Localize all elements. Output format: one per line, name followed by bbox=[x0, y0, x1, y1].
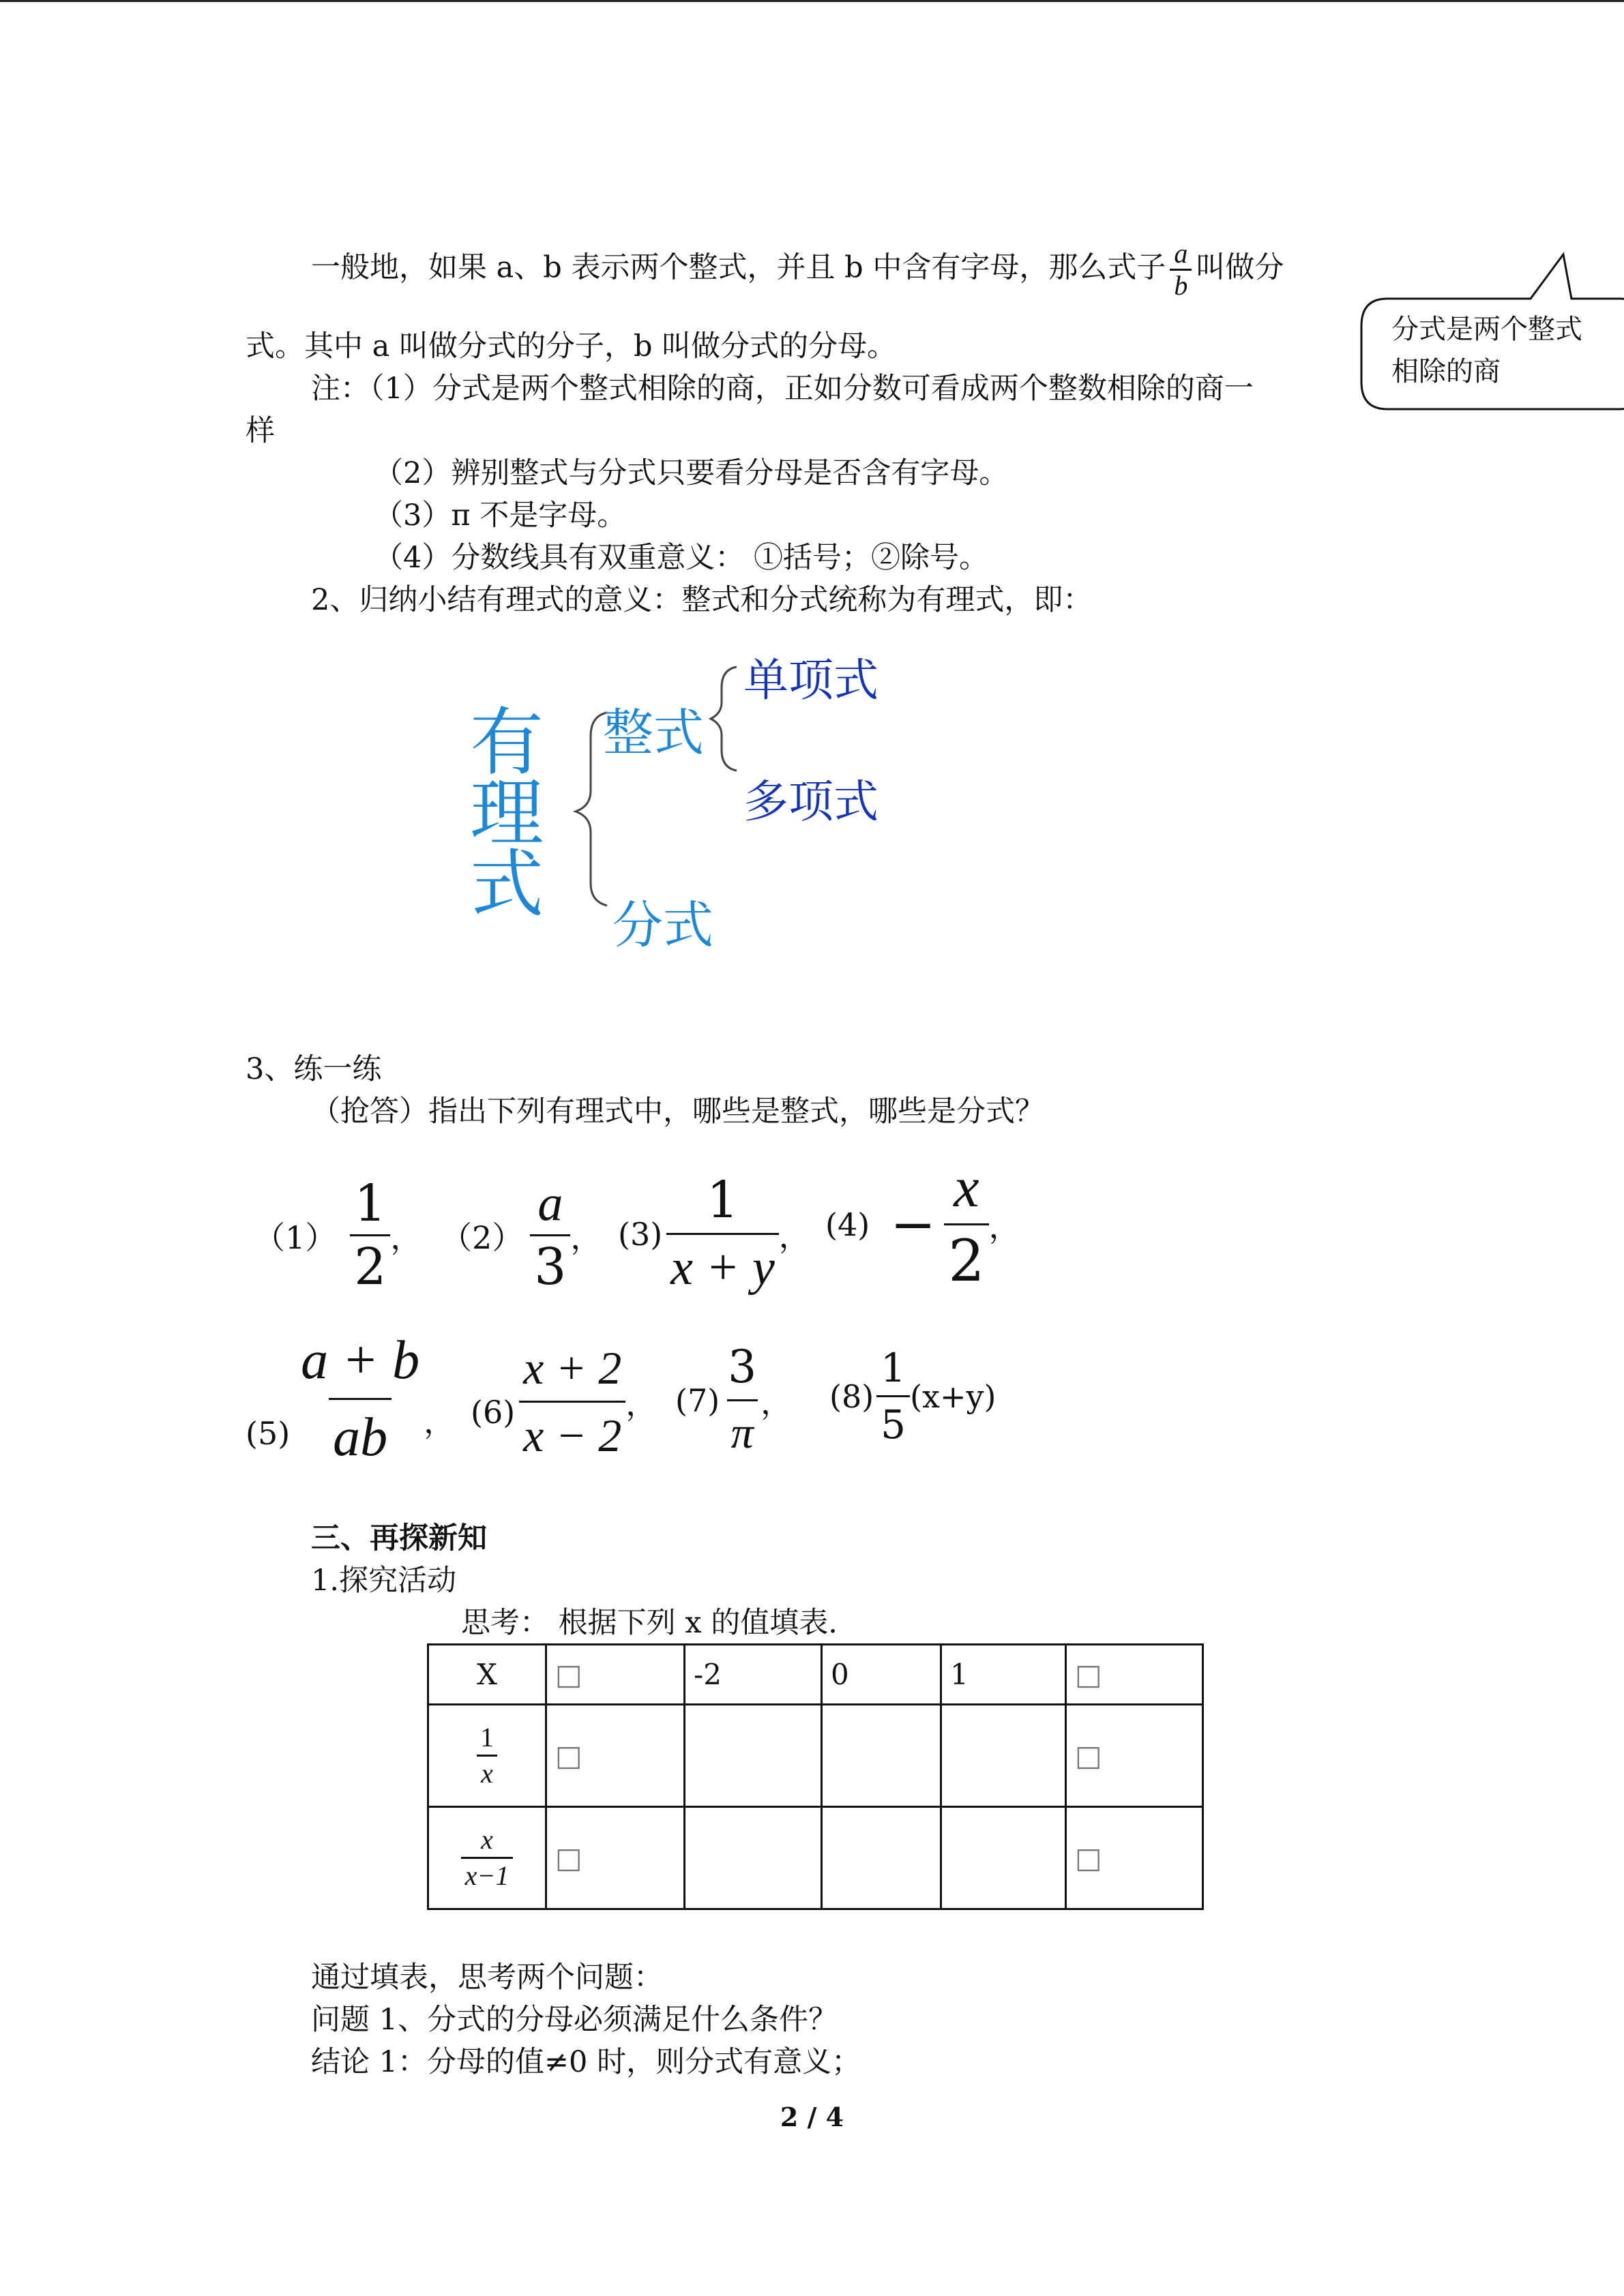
summary-line: 2、归纳小结有理式的意义：整式和分式统称为有理式，即： bbox=[311, 583, 1093, 617]
definition-text-post: 叫做分 bbox=[1196, 250, 1284, 285]
page-number: 2 / 4 bbox=[780, 2102, 844, 2132]
fraction: $\frac{1}{5}$ bbox=[876, 1341, 910, 1452]
expression-8: (8) $\frac{1}{5}$ (x+y) bbox=[829, 1341, 996, 1452]
tree-leaf-monomial: 单项式 bbox=[743, 654, 879, 706]
table-row-label: $\frac{1}{x}$ bbox=[428, 1705, 546, 1807]
table-cell[interactable]: □ bbox=[1066, 1645, 1203, 1705]
value-table bbox=[427, 1643, 1204, 1910]
table-row bbox=[428, 1807, 1203, 1909]
practice-heading: 3、练一练 bbox=[246, 1052, 382, 1086]
activity-label: 1.探究活动 bbox=[311, 1564, 457, 1598]
tree-branch-polynomial: 整式 bbox=[603, 704, 704, 762]
table-cell[interactable]: □ bbox=[546, 1705, 685, 1807]
note-2: （2）辨别整式与分式只要看分母是否含有字母。 bbox=[374, 456, 1009, 490]
table-cell[interactable] bbox=[822, 1705, 941, 1807]
fraction: $\frac{a + b}{ab}$ bbox=[297, 1323, 424, 1475]
note-1: 注：（1）分式是两个整式相除的商，正如分数可看成两个整数相除的商一 bbox=[311, 372, 1254, 406]
table-cell[interactable]: □ bbox=[546, 1807, 685, 1909]
fraction-a-over-b: $\frac{a}{b}$ bbox=[1170, 239, 1192, 301]
fraction: $\frac{a}{3}$ bbox=[530, 1173, 570, 1298]
table-cell: 0 bbox=[822, 1645, 941, 1705]
page-top-border bbox=[0, 0, 1624, 2]
definition-line-2: 式。其中 a 叫做分式的分子，b 叫做分式的分母。 bbox=[246, 329, 897, 363]
tree-leaf-multinomial: 多项式 bbox=[743, 775, 879, 828]
table-header-x: X bbox=[428, 1645, 546, 1705]
note-1-continued: 样 bbox=[246, 414, 275, 448]
section-title: 三、再探新知 bbox=[311, 1521, 487, 1555]
expression-2: （2） $\frac{a}{3}$ ， bbox=[441, 1173, 602, 1298]
table-cell[interactable] bbox=[941, 1705, 1066, 1807]
table-cell[interactable] bbox=[822, 1807, 941, 1909]
conclusion-1: 结论 1：分母的值≠0 时，则分式有意义； bbox=[311, 2045, 861, 2079]
fraction: $\frac{3}{\pi}$ bbox=[724, 1335, 761, 1465]
note-3: （3）π 不是字母。 bbox=[374, 498, 627, 533]
table-cell[interactable]: □ bbox=[1066, 1705, 1203, 1807]
table-cell[interactable] bbox=[941, 1807, 1066, 1909]
table-cell[interactable]: □ bbox=[1066, 1807, 1203, 1909]
table-row-label: $\frac{x}{x-1}$ bbox=[428, 1807, 546, 1909]
definition-text-pre: 一般地，如果 a、b 表示两个整式，并且 b 中含有字母，那么式子 bbox=[311, 250, 1166, 285]
question-1: 问题 1、分式的分母必须满足什么条件？ bbox=[311, 2003, 838, 2037]
practice-question: （抢答）指出下列有理式中，哪些是整式，哪些是分式？ bbox=[311, 1094, 1044, 1129]
table-cell[interactable] bbox=[685, 1807, 822, 1909]
definition-line-1 bbox=[311, 239, 1284, 301]
tree-root-rational-expression: 有理式 bbox=[469, 700, 544, 927]
fraction: $\frac{x + 2}{x - 2}$ bbox=[519, 1335, 625, 1468]
fraction: $\frac{1}{2}$ bbox=[350, 1173, 390, 1298]
callout-text: 分式是两个整式相除的商 bbox=[1391, 314, 1582, 387]
table-row bbox=[428, 1705, 1203, 1807]
after-table-text: 通过填表，思考两个问题： bbox=[311, 1960, 663, 1995]
note-4: （4）分数线具有双重意义： ①括号；②除号。 bbox=[374, 541, 989, 575]
fraction: $\frac{x}{2}$ bbox=[944, 1152, 988, 1296]
expression-1: （1） $\frac{1}{2}$ ， bbox=[254, 1174, 422, 1296]
think-prompt: 思考： 根据下列 x 的值填表. bbox=[461, 1606, 838, 1640]
fraction: $\frac{1}{x + y}$ bbox=[666, 1167, 779, 1300]
expression-5: (5) $\frac{a + b}{ab}$ ， bbox=[246, 1323, 455, 1475]
table-cell: 1 bbox=[941, 1645, 1066, 1705]
expression-4: (4) − $\frac{x}{2}$ ， bbox=[825, 1152, 1020, 1296]
table-row bbox=[428, 1645, 1203, 1705]
expression-6: (6) $\frac{x + 2}{x - 2}$ ， bbox=[471, 1335, 657, 1468]
tree-branch-fraction: 分式 bbox=[612, 896, 713, 955]
table-cell[interactable] bbox=[685, 1705, 822, 1807]
table-cell[interactable]: □ bbox=[546, 1645, 685, 1705]
expression-7: (7) $\frac{3}{\pi}$ ， bbox=[675, 1335, 792, 1465]
table-cell: -2 bbox=[685, 1645, 822, 1705]
expression-3: (3) $\frac{1}{x + y}$ ， bbox=[618, 1167, 810, 1300]
